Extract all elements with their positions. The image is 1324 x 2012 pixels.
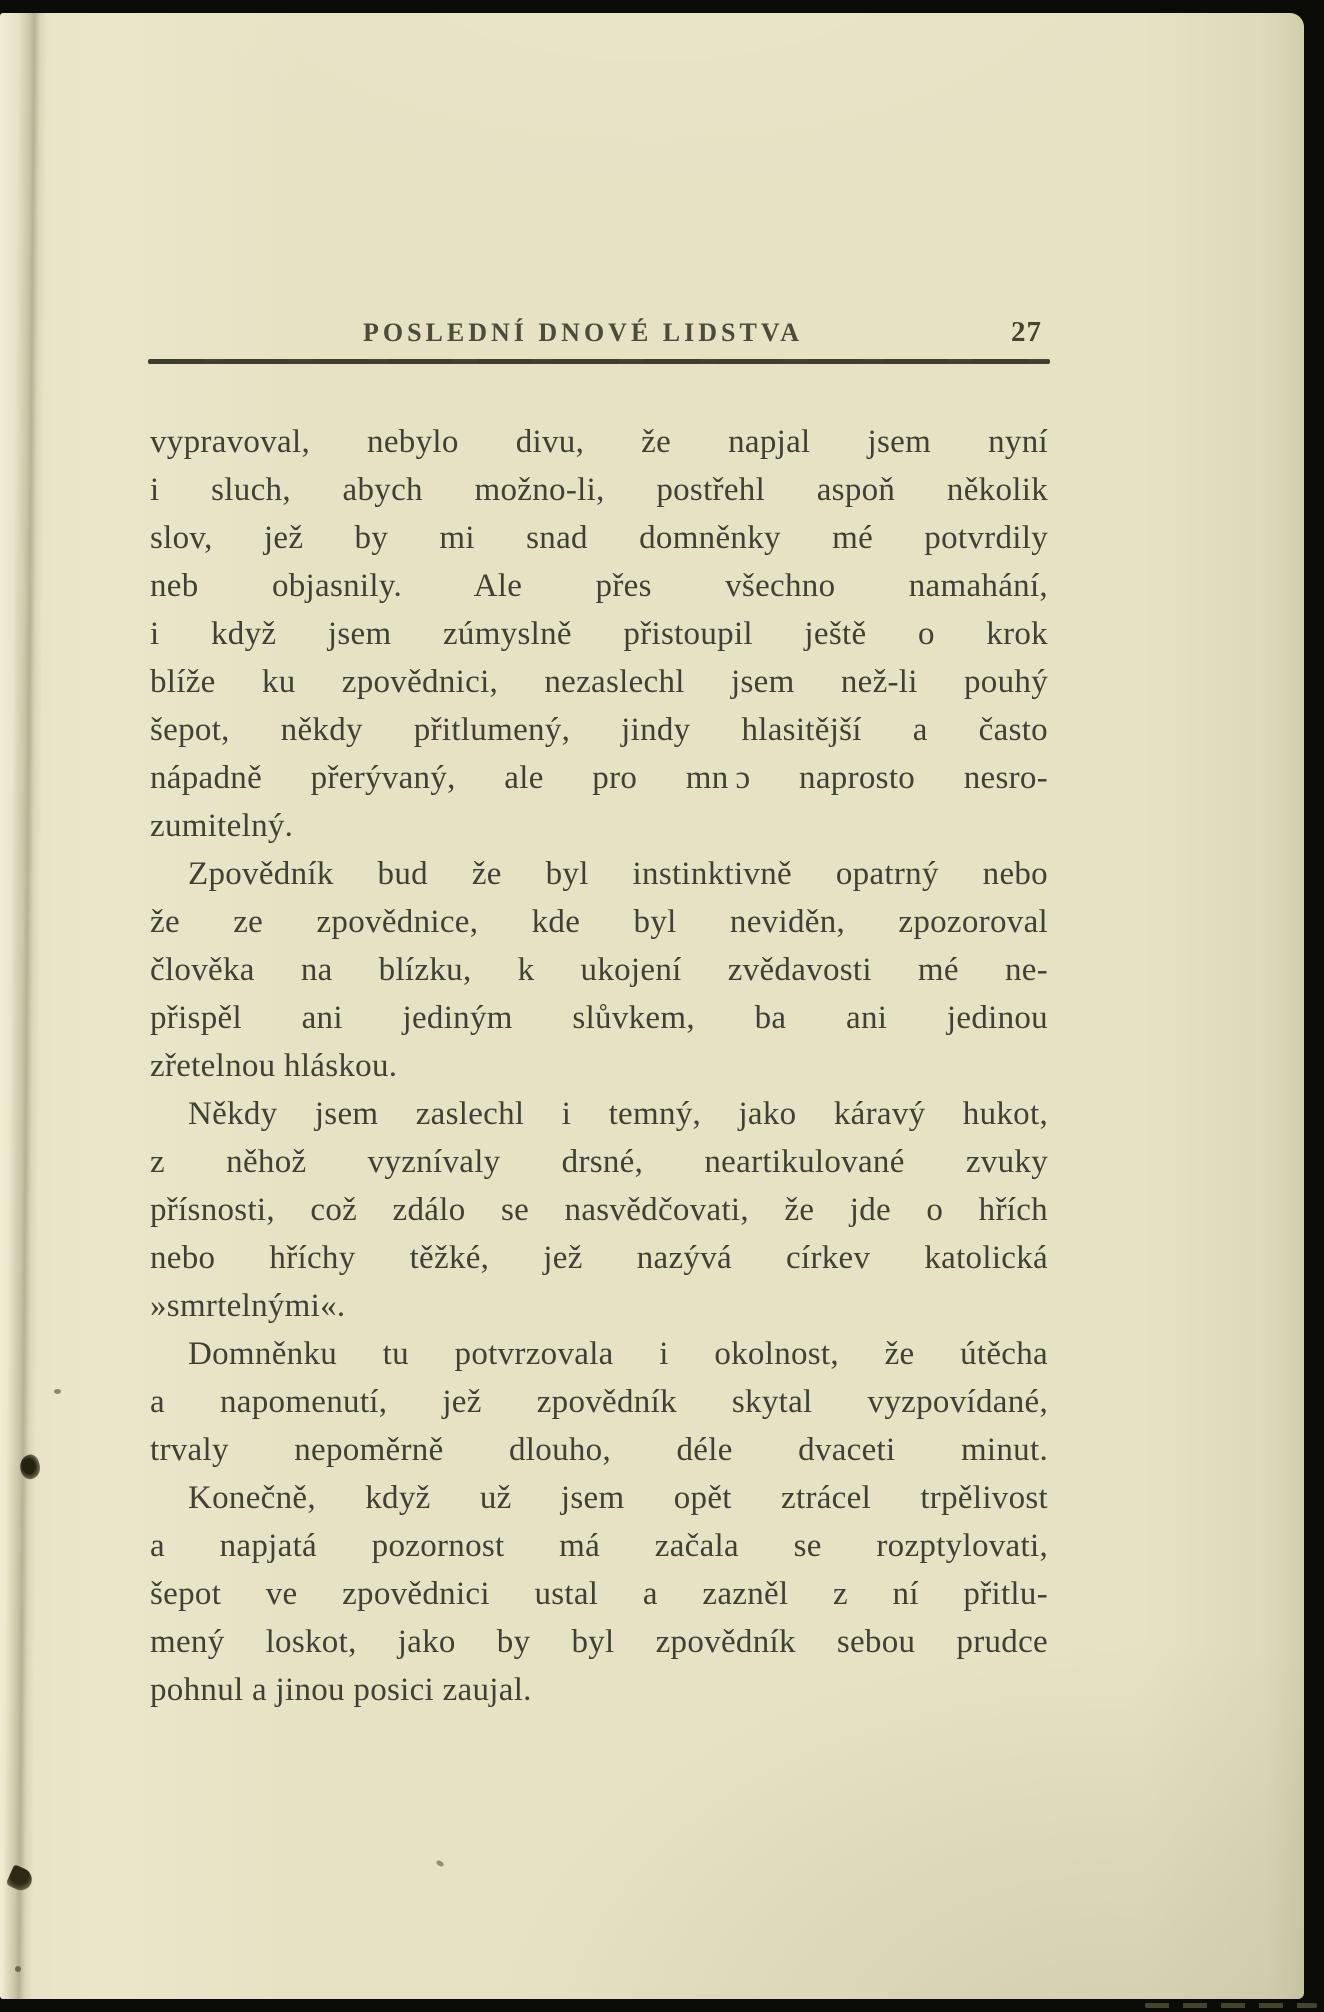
text-line: přispěl ani jediným slůvkem, ba ani jedinou <box>150 1000 1048 1036</box>
header-rule <box>148 359 1050 364</box>
text-line: a napomenutí, jež zpovědník skytal vyzpovídané, <box>150 1384 1048 1420</box>
paper-speck <box>54 1389 61 1394</box>
text-line: slov, jež by mi snad domněnky mé potvrdily <box>150 520 1048 556</box>
paragraph <box>150 850 1048 1090</box>
scan-edge-dashes <box>1145 2003 1317 2008</box>
text-line: trvaly nepoměrně dlouho, déle dvaceti minut. <box>150 1432 1048 1468</box>
text-line: a napjatá pozornost má začala se rozptylovati, <box>150 1528 1048 1564</box>
paper-speck <box>435 1859 444 1867</box>
book-page <box>0 13 1304 1999</box>
text-line: Někdy jsem zaslechl i temný, jako káravý hukot, <box>188 1096 1048 1132</box>
text-line: mený loskot, jako by byl zpovědník sebou prudce <box>150 1624 1048 1660</box>
text-line: neb objasnily. Ale přes všechno namahání, <box>150 568 1048 604</box>
text-line: šepot ve zpovědnici ustal a zazněl z ní přitlu- <box>150 1576 1048 1612</box>
text-line: nápadně přerývaný, ale pro mn ɔ naprosto nesro- <box>150 760 1048 796</box>
paragraph <box>150 1330 1048 1474</box>
paragraph <box>150 1090 1048 1330</box>
page-text <box>150 418 1048 1714</box>
gutter-crease-shadow <box>2 13 48 1999</box>
text-line: Zpovědník bud že byl instinktivně opatrný nebo <box>188 856 1048 892</box>
text-line: nebo hříchy těžké, jež nazývá církev katolická <box>150 1240 1048 1276</box>
paragraph <box>150 1474 1048 1714</box>
text-line: člověka na blízku, k ukojení zvědavosti mé ne- <box>150 952 1048 988</box>
text-line: zřetelnou hláskou. <box>150 1048 398 1084</box>
text-line: že ze zpovědnice, kde byl neviděn, zpozoroval <box>150 904 1048 940</box>
text-line: vypravoval, nebylo divu, že napjal jsem nyní <box>150 424 1048 460</box>
text-line: Domněnku tu potvrzovala i okolnost, že útěcha <box>188 1336 1048 1372</box>
text-line: zumitelný. <box>150 808 294 844</box>
text-line: i sluch, abych možno-li, postřehl aspoň několik <box>150 472 1048 508</box>
running-header-title: POSLEDNÍ DNOVÉ LIDSTVA <box>362 318 804 347</box>
text-line: »smrtelnými«. <box>150 1288 346 1324</box>
paragraph <box>150 418 1048 850</box>
text-line: blíže ku zpovědnici, nezaslechl jsem než-li pouhý <box>150 664 1048 700</box>
page-fold-notch <box>27 0 49 10</box>
text-line: pohnul a jinou posici zaujal. <box>150 1672 532 1708</box>
text-line: šepot, někdy přitlumený, jindy hlasitější a často <box>150 712 1048 748</box>
paper-speck <box>15 1966 21 1972</box>
text-line: přísnosti, což zdálo se nasvědčovati, že jde o hřích <box>150 1192 1048 1228</box>
text-line: Konečně, když už jsem opět ztrácel trpělivost <box>188 1480 1048 1516</box>
text-line: z něhož vyznívaly drsné, neartikulované zvuky <box>150 1144 1048 1180</box>
page-number: 27 <box>1011 316 1042 348</box>
running-header <box>150 318 1048 358</box>
text-line: i když jsem zúmyslně přistoupil ještě o krok <box>150 616 1048 652</box>
